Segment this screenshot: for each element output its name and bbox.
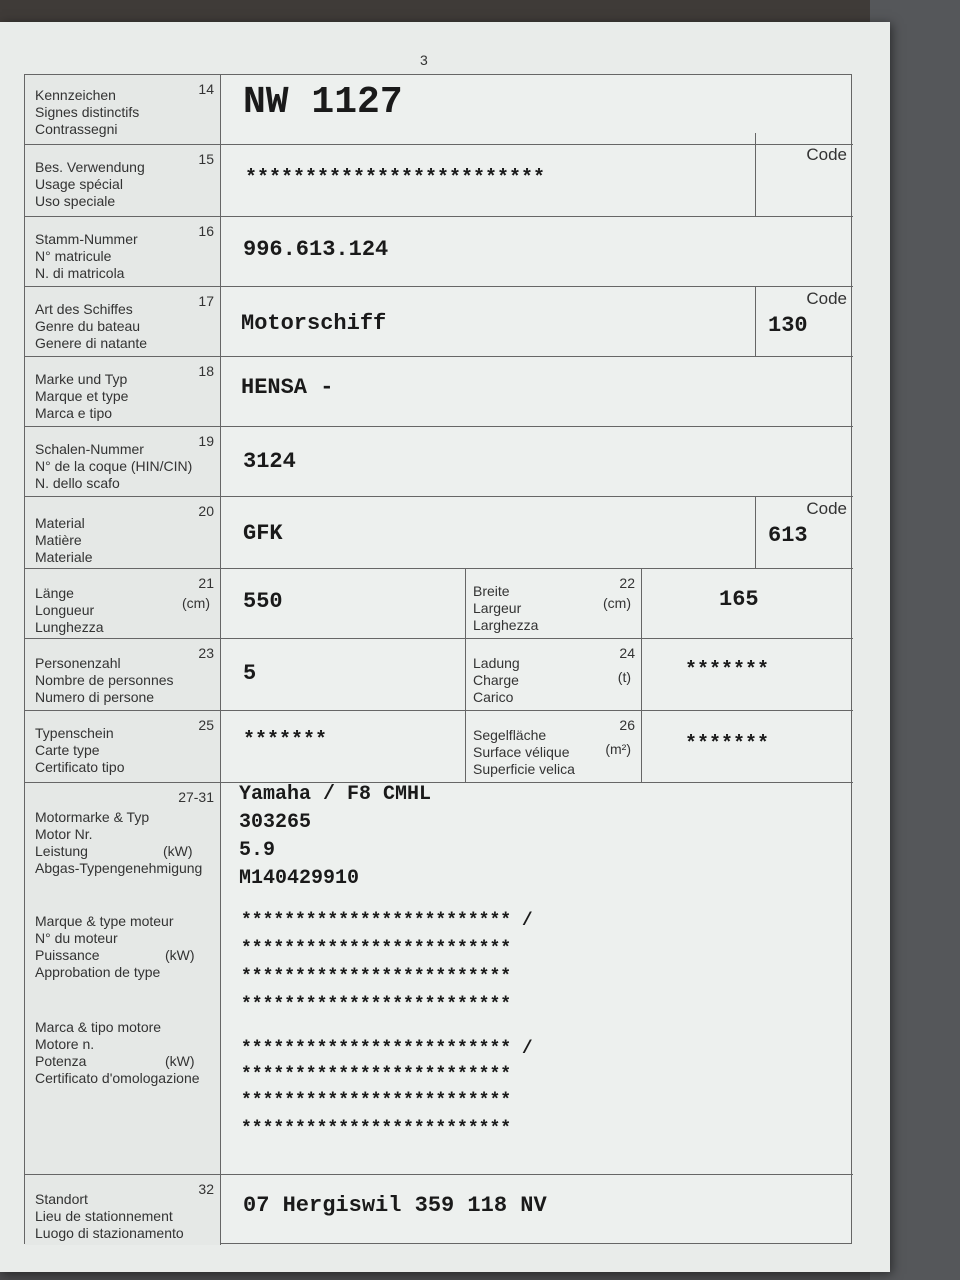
motor-fr-line-2: ************************* — [241, 939, 512, 959]
field-14-row — [25, 75, 853, 145]
field-21-22-row — [25, 569, 853, 639]
motor-make-type: Yamaha / F8 CMHL — [239, 783, 432, 806]
persons-value: 5 — [243, 661, 257, 686]
motor-power: 5.9 — [239, 839, 276, 862]
motor-fr-line-4: ************************* — [241, 995, 512, 1015]
motor-it-line-4: ************************* — [241, 1119, 512, 1139]
field-19-label: 19 Schalen-Nummer N° de la coque (HIN/CIN) N. dello scafo — [25, 427, 221, 496]
material-code: 613 — [768, 523, 808, 548]
motor-fr-line-1: ************************* / — [241, 911, 533, 931]
page-number: 3 — [420, 52, 428, 68]
field-20-label: 20 Material Matière Materiale — [25, 497, 221, 568]
field-20-code-box: Code 613 — [755, 497, 853, 568]
motor-fr-line-3: ************************* — [241, 967, 512, 987]
motor-labels: 27-31 Motormarke & Typ Motor Nr. Leistung (kW) Abgas-Typengenehmigung Marque & type moteur N° du moteur Puissance (kW) Approbation de type Marca & tipo motore Motore n. Potenza (kW) Certificato d'omologazione — [25, 783, 221, 1174]
motor-it-line-3: ************************* — [241, 1091, 512, 1111]
field-18-row — [25, 357, 853, 427]
type-certificate-value: ******* — [243, 729, 328, 752]
motor-it-line-1: ************************* / — [241, 1039, 533, 1059]
field-15-row — [25, 145, 853, 217]
field-15-code-box: Code — [755, 133, 853, 217]
special-use-value: ************************* — [245, 167, 546, 190]
field-32-label: 32 Standort Lieu de stationnement Luogo di stazionamento — [25, 1175, 221, 1245]
motor-it-line-2: ************************* — [241, 1065, 512, 1085]
motor-section — [25, 783, 853, 1175]
hull-number: 3124 — [243, 449, 296, 474]
motor-number: 303265 — [239, 811, 312, 834]
document-page — [0, 22, 890, 1272]
field-25-label: 25 Typenschein Carte type Certificato tipo — [25, 711, 221, 782]
motor-approval: M140429910 — [239, 867, 360, 890]
field-23-label: 23 Personenzahl Nombre de personnes Numero di persone — [25, 639, 221, 710]
field-22-label: 22 (cm) Breite Largeur Larghezza — [473, 575, 635, 633]
field-24-label: 24 (t) Ladung Charge Carico — [473, 645, 635, 705]
field-16-label: 16 Stamm-Nummer N° matricule N. di matricola — [25, 217, 221, 286]
width-value: 165 — [719, 587, 759, 612]
field-19-row — [25, 427, 853, 497]
load-value: ******* — [685, 659, 770, 682]
field-20-row — [25, 497, 853, 569]
field-25-26-row — [25, 711, 853, 783]
length-value: 550 — [243, 589, 283, 614]
vessel-type: Motorschiff — [241, 311, 387, 336]
material-value: GFK — [243, 521, 283, 546]
field-18-label: 18 Marke und Typ Marque et type Marca e tipo — [25, 357, 221, 426]
field-16-row — [25, 217, 853, 287]
mooring-location: 07 Hergiswil 359 118 NV — [243, 1193, 547, 1218]
field-23-24-row — [25, 639, 853, 711]
field-17-code-box: Code 130 — [755, 287, 853, 356]
field-17-label: 17 Art des Schiffes Genre du bateau Genere di natante — [25, 287, 221, 356]
registry-number: 996.613.124 — [243, 237, 389, 262]
field-32-row — [25, 1175, 853, 1245]
registration-form — [24, 74, 852, 1244]
make-and-type: HENSA - — [241, 375, 334, 400]
registration-mark: NW 1127 — [243, 81, 403, 124]
field-14-label: 14 Kennzeichen Signes distinctifs Contrassegni — [25, 75, 221, 144]
field-17-row — [25, 287, 853, 357]
field-26-label: 26 (m²) Segelfläche Surface vélique Superficie velica — [473, 717, 635, 777]
vessel-type-code: 130 — [768, 313, 808, 338]
field-15-label: 15 Bes. Verwendung Usage spécial Uso speciale — [25, 145, 221, 216]
sail-area-value: ******* — [685, 733, 770, 756]
field-21-label: 21 (cm) Länge Longueur Lunghezza — [25, 569, 221, 638]
